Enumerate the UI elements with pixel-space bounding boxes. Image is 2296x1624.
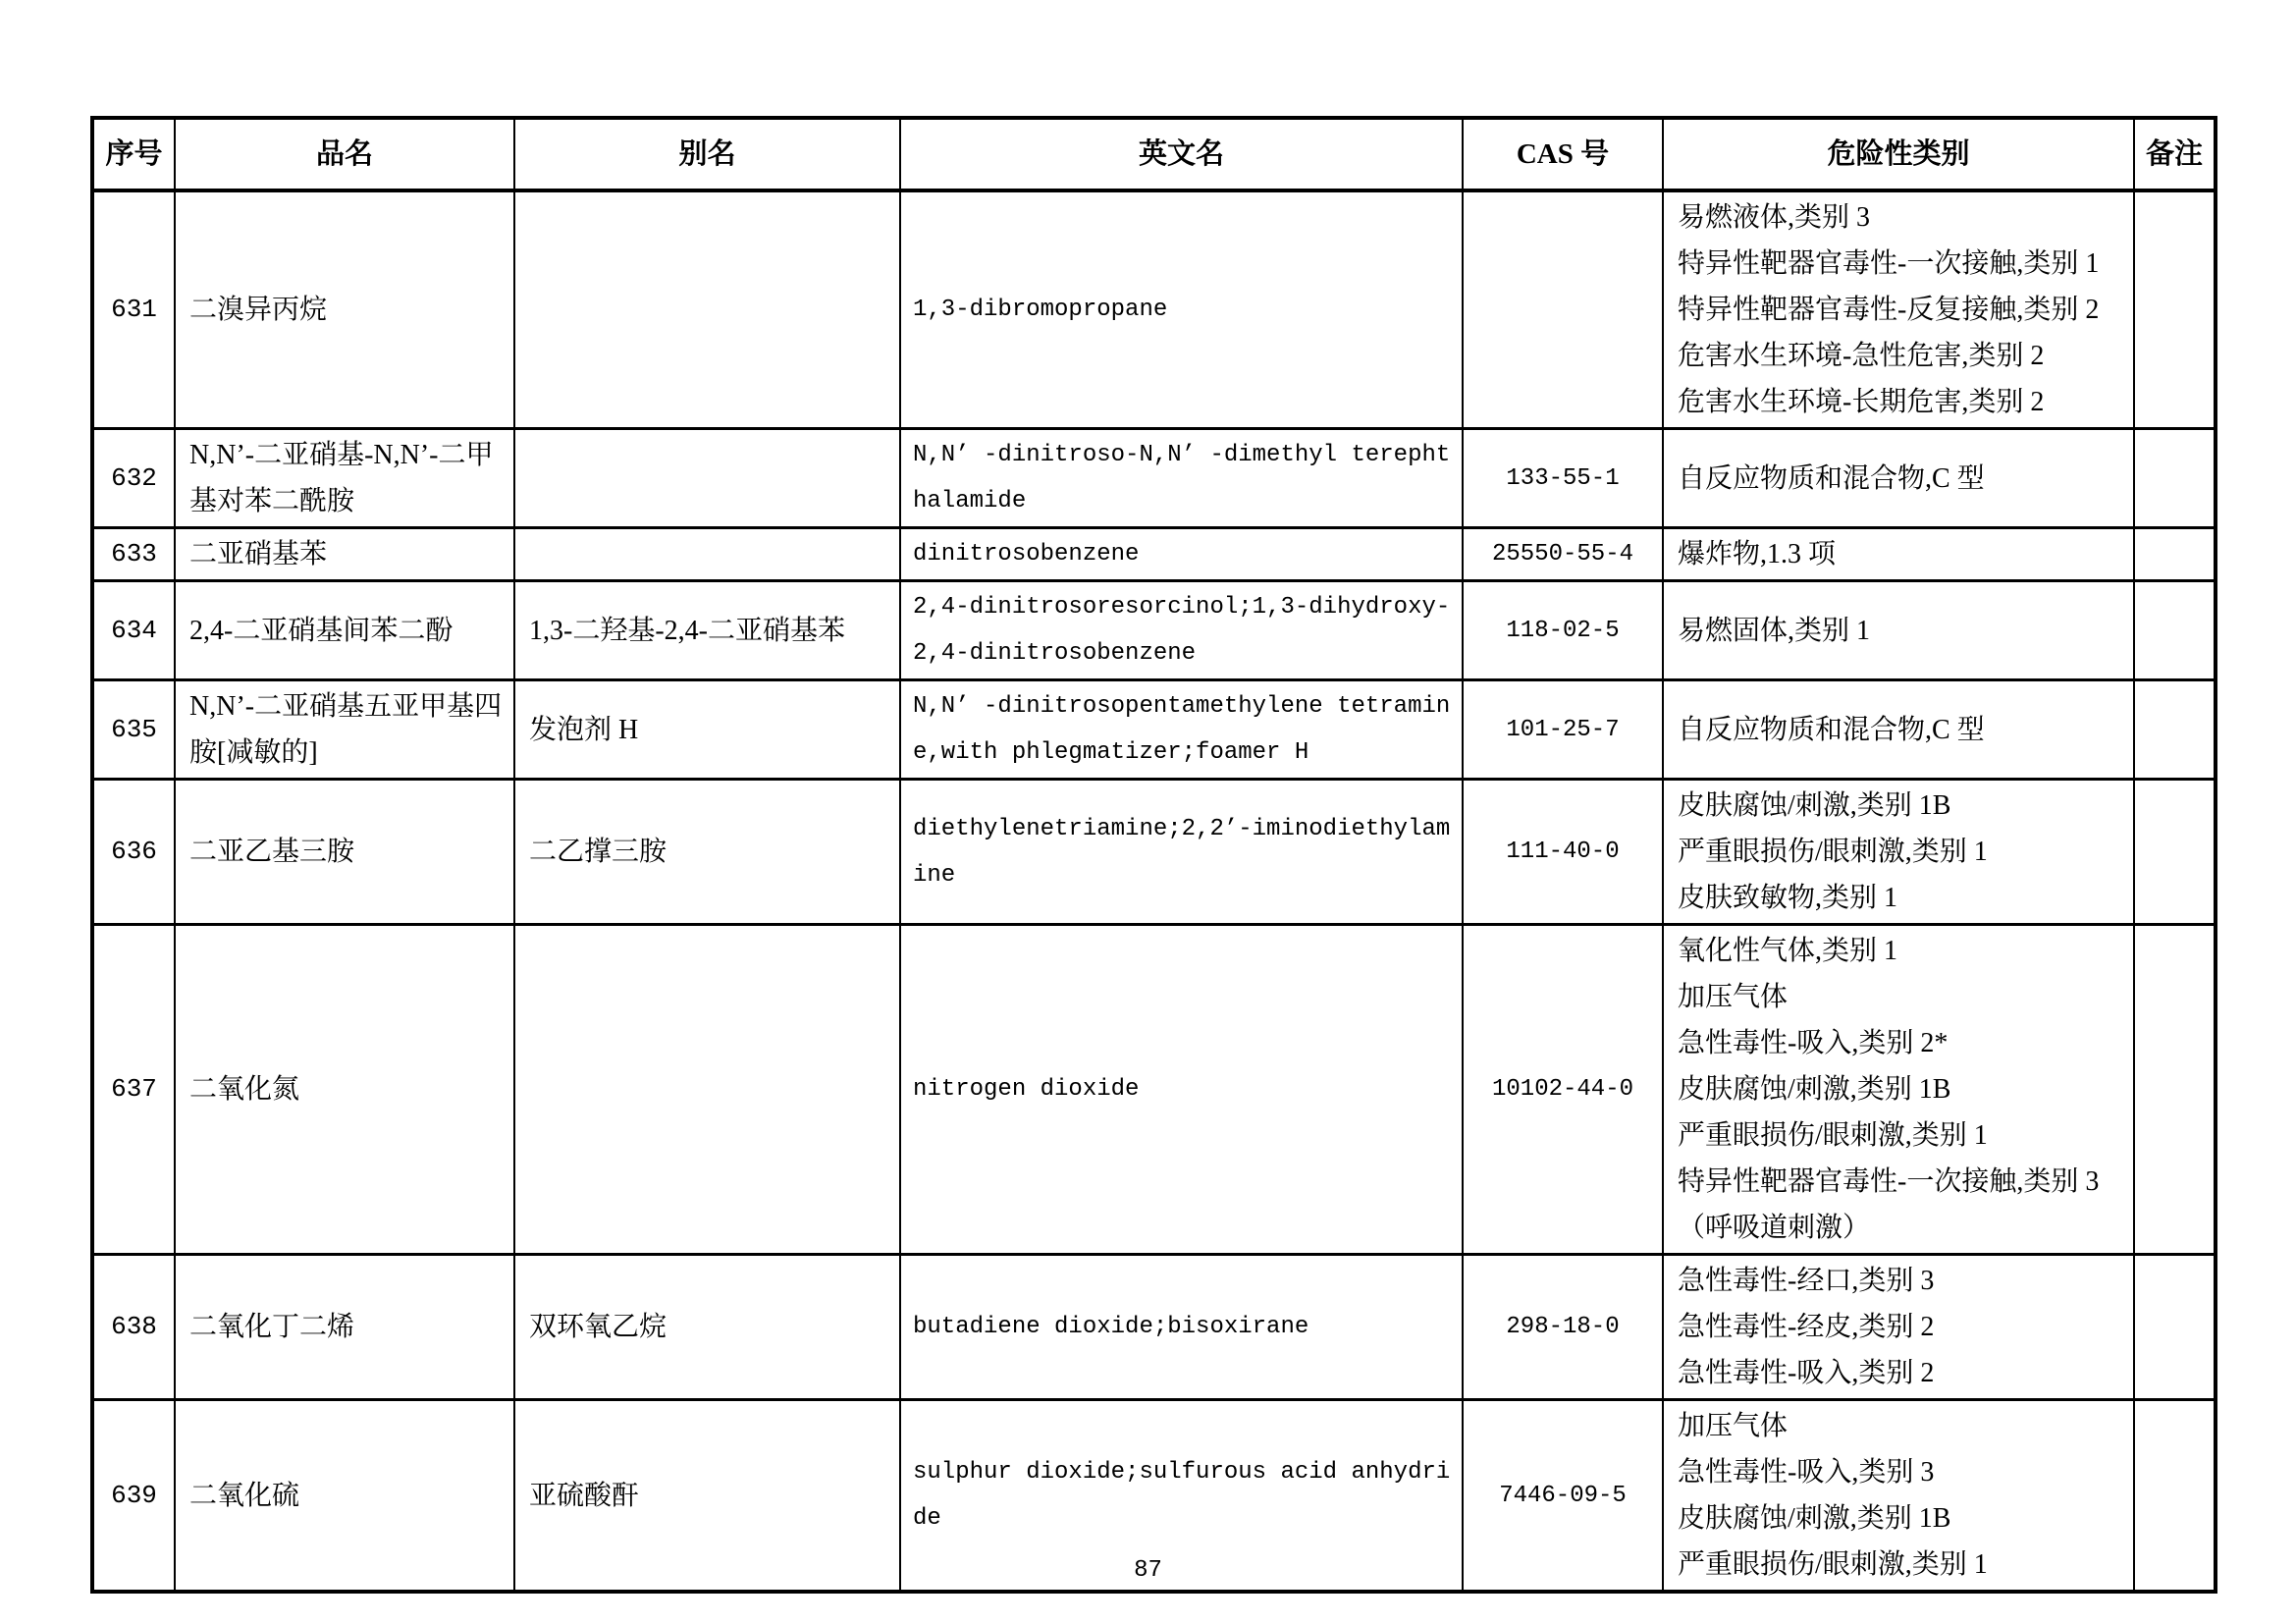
english-name-cell: sulphur dioxide;sulfurous acid anhydride [900,1400,1463,1593]
header-remarks: 备注 [2134,118,2216,190]
table-row [92,190,2216,429]
hazard-line: 特异性靶器官毒性-一次接触,类别 1 [1678,248,2100,279]
hazard-line: 皮肤致敏物,类别 1 [1678,883,1898,913]
serial-number-cell: 633 [92,528,175,581]
remarks-cell [2134,1255,2216,1400]
cas-number-cell: 101-25-7 [1463,680,1663,780]
table-row [92,680,2216,780]
english-name-cell: butadiene dioxide;bisoxirane [900,1255,1463,1400]
hazard-line: 急性毒性-吸入,类别 2* [1678,1028,1949,1058]
alias-cell: 二乙撑三胺 [514,780,900,925]
product-name-cell: 二亚乙基三胺 [175,780,514,925]
alias-cell [514,925,900,1255]
serial-number-cell: 637 [92,925,175,1255]
product-name-cell: 二亚硝基苯 [175,528,514,581]
table-row [92,581,2216,680]
english-name-cell: 1,3-dibromopropane [900,190,1463,429]
table-header-row [92,118,2216,190]
remarks-cell [2134,925,2216,1255]
cas-number-cell: 111-40-0 [1463,780,1663,925]
hazard-line: 危害水生环境-长期危害,类别 2 [1678,387,2045,417]
remarks-cell [2134,190,2216,429]
product-name-cell: 二溴异丙烷 [175,190,514,429]
english-name-cell: diethylenetriamine;2,2’-iminodiethylamine [900,780,1463,925]
header-product-name: 品名 [175,118,514,190]
cas-number-cell: 133-55-1 [1463,429,1663,528]
header-serial-number: 序号 [92,118,175,190]
remarks-cell [2134,680,2216,780]
hazard-line: 严重眼损伤/眼刺激,类别 1 [1678,837,1988,867]
hazard-category-cell [1663,925,2134,1255]
header-alias: 别名 [514,118,900,190]
product-name-cell: N,N’-二亚硝基-N,N’-二甲基对苯二酰胺 [175,429,514,528]
table-body [92,190,2216,1592]
product-name-cell: 二氧化硫 [175,1400,514,1593]
cas-number-cell [1463,190,1663,429]
english-name-cell: dinitrosobenzene [900,528,1463,581]
hazard-line: 自反应物质和混合物,C 型 [1678,714,1985,745]
table-row [92,528,2216,581]
serial-number-cell: 634 [92,581,175,680]
hazard-line: 严重眼损伤/眼刺激,类别 1 [1678,1549,1988,1580]
hazard-line: 特异性靶器官毒性-一次接触,类别 3 [1678,1166,2100,1197]
table-row [92,1255,2216,1400]
table-row [92,925,2216,1255]
product-name-cell: 二氧化丁二烯 [175,1255,514,1400]
alias-cell [514,190,900,429]
serial-number-cell: 638 [92,1255,175,1400]
hazard-line: 加压气体 [1678,1411,1789,1441]
hazard-line: 急性毒性-吸入,类别 3 [1678,1457,1935,1488]
hazard-line: 急性毒性-吸入,类别 2 [1678,1358,1935,1388]
hazard-category-cell [1663,429,2134,528]
hazard-line: 氧化性气体,类别 1 [1678,936,1898,966]
product-name-cell: 二氧化氮 [175,925,514,1255]
hazardous-chemicals-table [90,116,2217,1594]
remarks-cell [2134,528,2216,581]
hazard-line: 急性毒性-经口,类别 3 [1678,1266,1935,1296]
serial-number-cell: 635 [92,680,175,780]
hazard-category-cell [1663,1400,2134,1593]
hazard-category-cell [1663,1255,2134,1400]
hazard-line: 易燃固体,类别 1 [1678,615,1871,646]
alias-cell [514,429,900,528]
hazard-line: 皮肤腐蚀/刺激,类别 1B [1678,790,1951,821]
alias-cell: 发泡剂 H [514,680,900,780]
cas-number-cell: 25550-55-4 [1463,528,1663,581]
hazard-line: 加压气体 [1678,982,1789,1012]
hazard-category-cell [1663,680,2134,780]
hazard-category-cell [1663,581,2134,680]
header-hazard-category: 危险性类别 [1663,118,2134,190]
serial-number-cell: 632 [92,429,175,528]
alias-cell: 双环氧乙烷 [514,1255,900,1400]
hazard-category-cell [1663,780,2134,925]
serial-number-cell: 636 [92,780,175,925]
cas-number-cell: 118-02-5 [1463,581,1663,680]
remarks-cell [2134,429,2216,528]
table-row [92,429,2216,528]
cas-number-cell: 10102-44-0 [1463,925,1663,1255]
serial-number-cell: 631 [92,190,175,429]
page-number: 87 [1134,1557,1162,1584]
cas-number-cell: 7446-09-5 [1463,1400,1663,1593]
header-cas-number: CAS 号 [1463,118,1663,190]
hazard-category-cell [1663,528,2134,581]
serial-number-cell: 639 [92,1400,175,1593]
english-name-cell: nitrogen dioxide [900,925,1463,1255]
product-name-cell: N,N’-二亚硝基五亚甲基四胺[减敏的] [175,680,514,780]
header-english-name: 英文名 [900,118,1463,190]
alias-cell [514,528,900,581]
product-name-cell: 2,4-二亚硝基间苯二酚 [175,581,514,680]
remarks-cell [2134,581,2216,680]
hazard-line: 严重眼损伤/眼刺激,类别 1 [1678,1120,1988,1151]
hazard-line: 爆炸物,1.3 项 [1678,539,1837,569]
alias-cell: 1,3-二羟基-2,4-二亚硝基苯 [514,581,900,680]
hazard-line: 急性毒性-经皮,类别 2 [1678,1312,1935,1342]
hazard-line: 皮肤腐蚀/刺激,类别 1B [1678,1503,1951,1534]
hazard-line: 自反应物质和混合物,C 型 [1678,462,1985,494]
hazard-line: 特异性靶器官毒性-反复接触,类别 2 [1678,295,2100,325]
hazard-category-cell [1663,190,2134,429]
hazard-line: （呼吸道刺激） [1678,1213,1871,1243]
hazard-line: 危害水生环境-急性危害,类别 2 [1678,341,2045,371]
english-name-cell: N,N’ -dinitroso-N,N’ -dimethyl terephthalamide [900,429,1463,528]
alias-cell: 亚硫酸酐 [514,1400,900,1593]
remarks-cell [2134,780,2216,925]
cas-number-cell: 298-18-0 [1463,1255,1663,1400]
hazard-line: 易燃液体,类别 3 [1678,202,1871,233]
table-row [92,780,2216,925]
hazard-line: 皮肤腐蚀/刺激,类别 1B [1678,1074,1951,1105]
english-name-cell: N,N’ -dinitrosopentamethylene tetramine,with phlegmatizer;foamer H [900,680,1463,780]
remarks-cell [2134,1400,2216,1593]
english-name-cell: 2,4-dinitrosoresorcinol;1,3-dihydroxy-2,4-dinitrosobenzene [900,581,1463,680]
